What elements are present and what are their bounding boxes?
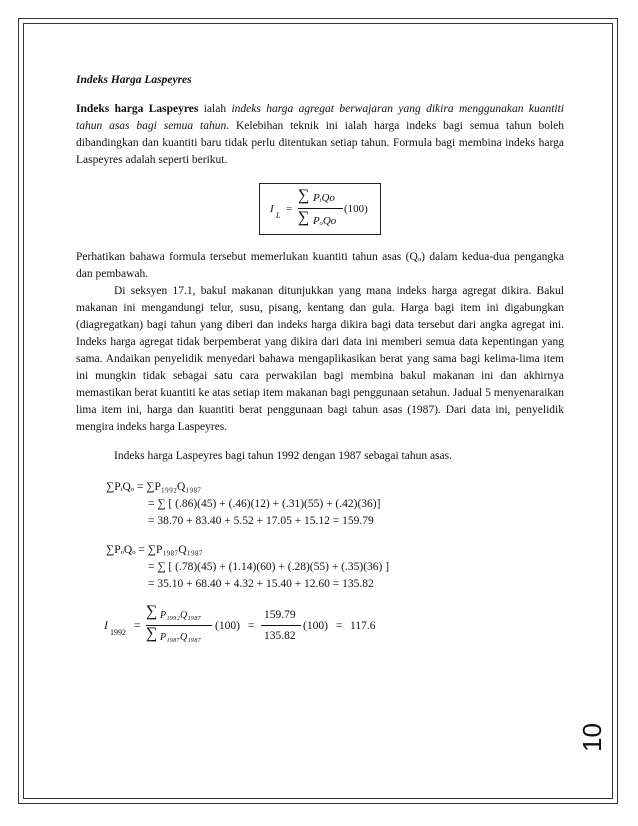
final-lhs: I [104, 620, 108, 632]
final-lhs-sub: 1992 [110, 628, 126, 637]
calc2-line3: = 35.10 + 68.40 + 4.32 + 15.40 + 12.60 = 135.82 [148, 578, 374, 590]
section-heading: Indeks Harga Laspeyres [76, 74, 192, 86]
paragraph-example: Indeks harga Laspeyres bagi tahun 1992 dengan 1987 sebagai tahun asas. [114, 450, 452, 462]
final-multiplier-1: (100) [215, 620, 240, 632]
final-num-value: 159.79 [264, 609, 296, 621]
page-number: 10 [576, 723, 607, 752]
final-denominator: P₁₉₈₇Q₁₉₈₇ [160, 632, 202, 643]
laspeyres-formula-box [259, 183, 381, 235]
final-den-value: 135.82 [264, 630, 296, 642]
formula-denominator: PₒQo [313, 215, 337, 227]
calc2-line2: = ∑ [ (.78)(45) + (1.14)(60) + (.28)(55) + (.35)(36) ] [148, 561, 390, 573]
final-equals-2: = [248, 620, 255, 632]
formula-sum-num: ∑ [298, 187, 310, 204]
final-result: 117.6 [350, 620, 376, 632]
paragraph-section: Di seksyen 17.1, bakul makanan ditunjukkan yang mana indeks harga agregat dikira. Bakul makanan ini mengandungi telur, susu, pisang, kentang dan gula. Harga bagi item ini digabungkan (diagregatkan) bagi tahun yang diberi dan indeks harga dikira bagi data tersebut dari angka agregat ini. Indeks harga agregat tidak berpemberat yang dikira dari data ini memberi semua data kepentingan yang sama. Andaikan penyelidik menyedari bahawa mengaplikasikan berat yang sama bagi kelima-lima item ini mungkin tidak sebagai satu cara perwakilan bagi membina bakul makanan ini dan akhirnya memastikan berat kuantiti ke atas setiap item makanan bagi penggunaan setahun. Jadual 5 menyenaraikan lima item ini, harga dan kuantiti berat penggunaan bagi tahun asas (1987). Dari data ini, penyelidik mengira indeks harga Laspeyres. [76, 285, 564, 433]
final-equals-1: = [134, 620, 141, 632]
formula-sum-den: ∑ [298, 209, 310, 226]
final-numerator: P₁₉₉₂Q₁₉₈₇ [160, 610, 202, 621]
formula-equals: = [286, 203, 293, 215]
formula-multiplier: (100) [344, 203, 368, 215]
paragraph-definition [76, 101, 564, 169]
final-multiplier-2: (100) [303, 620, 328, 632]
paragraph-note: Perhatikan bahawa formula tersebut memerlukan kuantiti tahun asas (Qₒ) dalam kedua-dua pengangka dan pembawah. [76, 251, 564, 280]
term-bold: Indeks harga Laspeyres [76, 103, 199, 115]
final-equals-3: = [336, 620, 343, 632]
calc1-line1: ∑PᵢQₒ = ∑P₁₉₉₂Q₁₉₈₇ [106, 481, 202, 493]
formula-lhs-sub: L [276, 211, 281, 220]
calc-numerator [106, 479, 564, 530]
document-body [76, 72, 564, 649]
final-fraction-bar-2 [261, 625, 301, 626]
calc2-line1: ∑PₒQₒ = ∑P₁₉₈₇Q₁₉₈₇ [106, 544, 203, 556]
definition-rest: . Kelebihan teknik ini ialah harga indeks bagi semua tahun boleh dibandingkan dan kuantiti baru tidak perlu ditentukan setiap tahun. Formula bagi membina indeks harga Laspeyres adalah seperti berikut. [76, 120, 565, 166]
formula-lhs: I [270, 203, 274, 215]
calc-denominator [106, 542, 564, 593]
text-ialah: ialah [198, 103, 232, 115]
definition-italic: indeks harga agregat berwajaran yang dikira menggunakan kuantiti tahun asas bagi semua tahun [76, 103, 564, 132]
formula-numerator: PᵢQo [313, 192, 335, 204]
calc1-line3: = 38.70 + 83.40 + 5.52 + 17.05 + 15.12 = 159.79 [148, 515, 374, 527]
calc1-line2: = ∑ [ (.86)(45) + (.46)(12) + (.31)(55) + (.42)(36)] [148, 498, 381, 510]
final-index-formula [104, 603, 564, 649]
final-sum-num: ∑ [146, 603, 158, 620]
final-sum-den: ∑ [146, 625, 158, 642]
